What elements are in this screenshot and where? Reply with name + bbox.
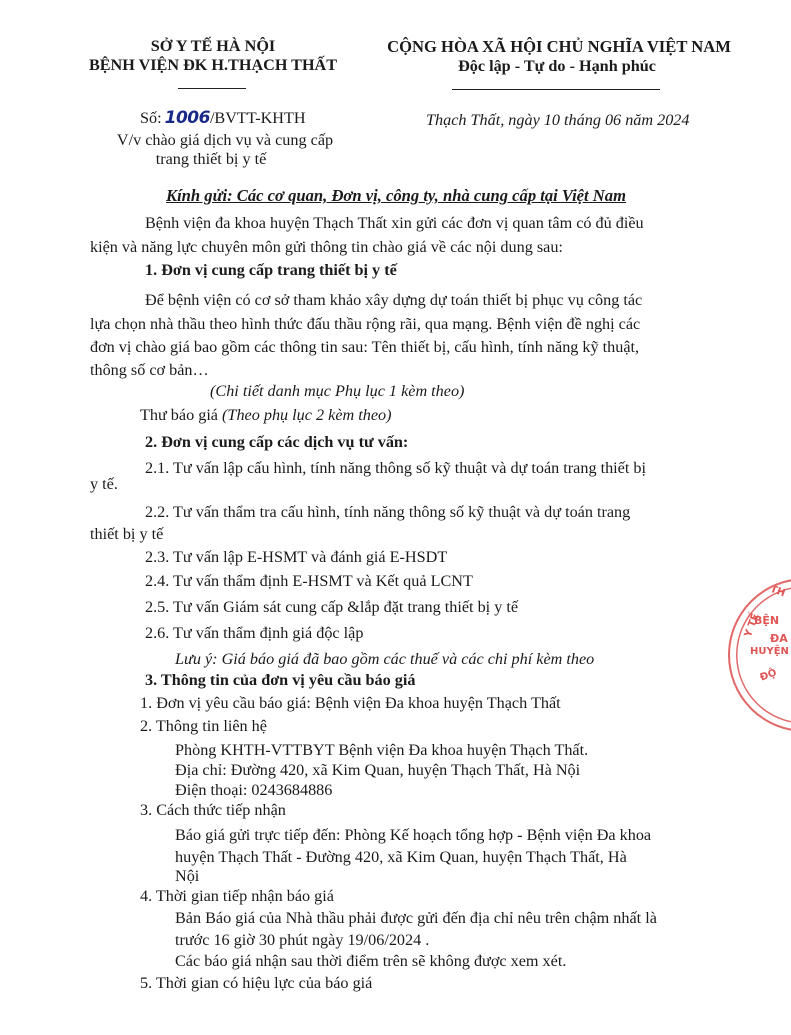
deadline-line-1: Bản Báo giá của Nhà thầu phải được gửi đến địa chỉ nêu trên chậm nhất là <box>175 909 657 927</box>
service-2-4: 2.4. Tư vấn thẩm định E-HSMT và Kết quả LCNT <box>145 572 473 590</box>
section-1-line-3: đơn vị chào giá bao gồm các thông tin sau: Tên thiết bị, cấu hình, tính năng kỹ thuật, <box>90 338 640 356</box>
hospital-underline <box>178 88 246 89</box>
stamp-text-6: ĐỘ <box>758 667 779 684</box>
handwritten-number: 1006 <box>164 108 210 128</box>
document-number <box>140 108 306 128</box>
service-2-3: 2.3. Tư vấn lập E-HSMT và đánh giá E-HSDT <box>145 548 448 566</box>
deadline-line-2: trước 16 giờ 30 phút ngày 19/06/2024 . <box>175 931 430 949</box>
service-2-1-line-2: y tế. <box>90 475 118 493</box>
receipt-line-2: huyện Thạch Thất - Đường 420, xã Kim Quan, huyện Thạch Thất, Hà <box>175 848 627 866</box>
stamp-text-3: ĐA <box>770 632 788 645</box>
contact-phone: Điện thoại: 0243684886 <box>175 781 333 799</box>
contact-department: Phòng KHTH-VTTBYT Bệnh viện Đa khoa huyện Thạch Thất. <box>175 741 589 759</box>
doc-prefix: Số: <box>140 109 162 127</box>
section-2-heading: 2. Đơn vị cung cấp các dịch vụ tư vấn: <box>145 433 409 451</box>
doc-suffix: /BVTT-KHTH <box>209 109 306 127</box>
info-item-3: 3. Cách thức tiếp nhận <box>140 801 286 819</box>
service-2-2-line-2: thiết bị y tế <box>90 525 164 543</box>
recipient-line: Kính gửi: Các cơ quan, Đơn vị, công ty, nhà cung cấp tại Việt Nam <box>166 186 626 205</box>
contact-address: Địa chỉ: Đường 420, xã Kim Quan, huyện Thạch Thất, Hà Nội <box>175 761 581 779</box>
ministry-name: SỞ Y TẾ HÀ NỘI <box>150 37 276 55</box>
service-2-6: 2.6. Tư vấn thẩm định giá độc lập <box>145 624 364 642</box>
appendix-2-note: (Theo phụ lục 2 kèm theo) <box>222 406 392 424</box>
price-note: Lưu ý: Giá báo giá đã bao gồm các thuế và các chi phí kèm theo <box>175 650 595 668</box>
quote-letter-line <box>140 406 392 425</box>
intro-line-2: kiện và năng lực chuyên môn gửi thông tin chào giá về các nội dung sau: <box>90 238 563 256</box>
section-1-line-1: Để bệnh viện có cơ sở tham khảo xây dựng dự toán thiết bị phục vụ công tác <box>145 291 643 309</box>
place-date: Thạch Thất, ngày 10 tháng 06 năm 2024 <box>426 111 690 129</box>
section-1-heading: 1. Đơn vị cung cấp trang thiết bị y tế <box>145 261 397 279</box>
service-2-5: 2.5. Tư vấn Giám sát cung cấp &lắp đặt trang thiết bị y tế <box>145 598 519 616</box>
stamp-text-1: Y TẾ <box>742 612 762 639</box>
nation-title: CỘNG HÒA XÃ HỘI CHỦ NGHĨA VIỆT NAM <box>387 37 731 56</box>
section-3-heading: 3. Thông tin của đơn vị yêu cầu báo giá <box>145 671 416 689</box>
appendix-1-note: (Chi tiết danh mục Phụ lục 1 kèm theo) <box>210 382 465 400</box>
receipt-line-3: Nội <box>175 867 200 885</box>
stamp-text-2: BỆN <box>754 614 780 627</box>
info-item-4: 4. Thời gian tiếp nhận báo giá <box>140 887 334 905</box>
motto: Độc lập - Tự do - Hạnh phúc <box>458 57 656 75</box>
quote-letter-label: Thư báo giá <box>140 406 218 424</box>
hospital-name: BỆNH VIỆN ĐK H.THẠCH THẤT <box>88 56 338 74</box>
intro-line-1: Bệnh viện đa khoa huyện Thạch Thất xin gửi các đơn vị quan tâm có đủ điều <box>145 214 644 232</box>
subject-line-1: V/v chào giá dịch vụ và cung cấp <box>116 131 334 149</box>
info-item-2: 2. Thông tin liên hệ <box>140 717 267 735</box>
service-2-2-line-1: 2.2. Tư vấn thẩm tra cấu hình, tính năng thông số kỹ thuật và dự toán trang <box>145 503 631 521</box>
red-stamp <box>728 578 791 732</box>
stamp-text-5: TH <box>768 583 787 600</box>
info-item-5: 5. Thời gian có hiệu lực của báo giá <box>140 974 373 992</box>
motto-underline <box>452 89 660 90</box>
info-item-1: 1. Đơn vị yêu cầu báo giá: Bệnh viện Đa khoa huyện Thạch Thất <box>140 694 561 712</box>
stamp-text-4: HUYỆN <box>750 646 789 657</box>
section-1-line-2: lựa chọn nhà thầu theo hình thức đấu thầu rộng rãi, qua mạng. Bệnh viện đề nghị các <box>90 315 641 333</box>
deadline-line-3: Các báo giá nhận sau thời điểm trên sẽ không được xem xét. <box>175 952 567 970</box>
subject-line-2: trang thiết bị y tế <box>155 150 267 168</box>
receipt-line-1: Báo giá gửi trực tiếp đến: Phòng Kế hoạch tổng hợp - Bệnh viện Đa khoa <box>175 826 652 844</box>
section-1-line-4: thông số cơ bản… <box>90 361 209 379</box>
service-2-1-line-1: 2.1. Tư vấn lập cấu hình, tính năng thông số kỹ thuật và dự toán trang thiết bị <box>145 459 646 477</box>
